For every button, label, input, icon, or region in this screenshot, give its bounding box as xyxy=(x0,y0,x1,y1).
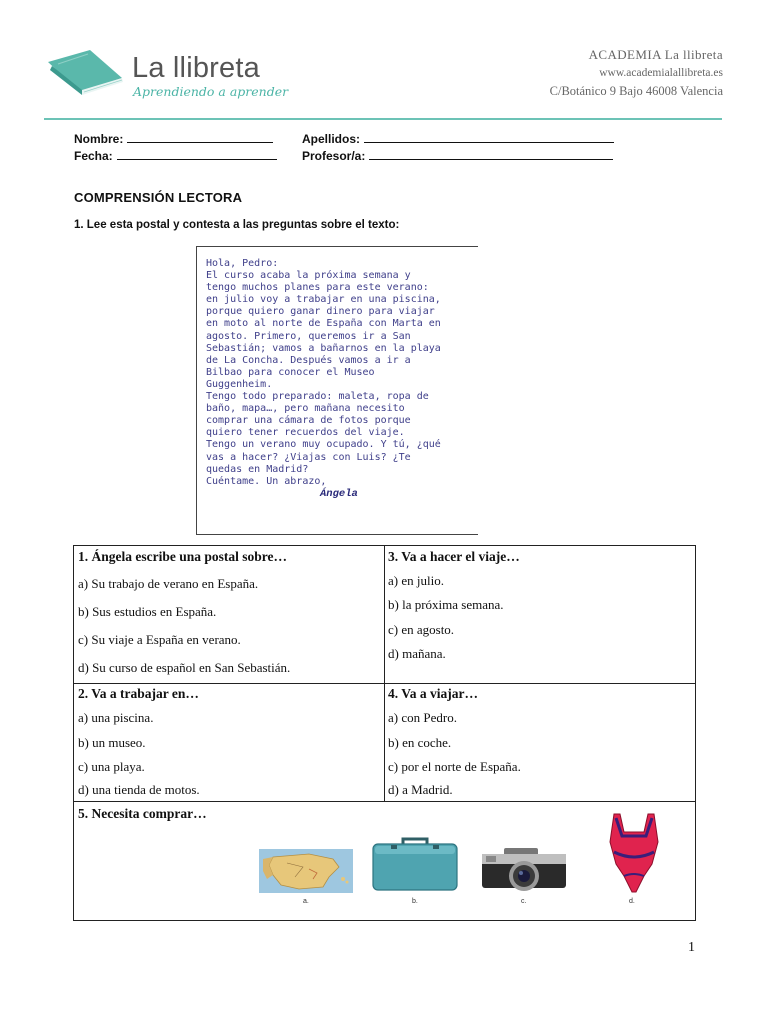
postcard-line: Tengo todo preparado: maleta, ropa de xyxy=(206,391,429,403)
academy-website: www.academialallibreta.es xyxy=(599,67,723,79)
brand-name: La llibreta xyxy=(132,52,260,84)
postcard-text xyxy=(206,258,476,488)
question-2-option-b[interactable]: b) un museo. xyxy=(78,735,146,750)
instruction: 1. Lee esta postal y contesta a las preguntas sobre el texto: xyxy=(74,219,400,231)
question-3-title: 3. Va a hacer el viaje… xyxy=(388,549,520,564)
question-2-option-c[interactable]: c) una playa. xyxy=(78,759,145,774)
question-4-option-c[interactable]: c) por el norte de España. xyxy=(388,759,521,774)
camera-image[interactable] xyxy=(480,846,568,894)
table-row-divider xyxy=(73,683,696,684)
postcard-line: agosto. Primero, queremos ir a San xyxy=(206,330,411,342)
nombre-line[interactable] xyxy=(127,131,273,143)
map-image[interactable] xyxy=(259,849,353,893)
postcard-line: baño, mapa…, pero mañana necesito xyxy=(206,403,405,415)
question-1-option-b[interactable]: b) Sus estudios en España. xyxy=(78,604,217,619)
postcard-line: Bilbao para conocer el Museo xyxy=(206,366,375,378)
academy-address: C/Botánico 9 Bajo 46008 Valencia xyxy=(549,84,723,98)
question-1-option-a[interactable]: a) Su trabajo de verano en España. xyxy=(78,576,259,591)
fecha-field[interactable] xyxy=(74,148,277,163)
question-2-option-d[interactable]: d) una tienda de motos. xyxy=(78,782,200,797)
nombre-field[interactable] xyxy=(74,131,273,146)
question-1-title: 1. Ángela escribe una postal sobre… xyxy=(78,549,288,564)
apellidos-label: Apellidos: xyxy=(302,132,361,146)
image-label-d: d. xyxy=(629,898,635,905)
postcard-line: comprar una cámara de fotos porque xyxy=(206,415,411,427)
profesor-line[interactable] xyxy=(369,148,613,160)
image-label-a: a. xyxy=(303,898,309,905)
question-3-option-d[interactable]: d) mañana. xyxy=(388,646,446,661)
brand-tagline: Aprendiendo a aprender xyxy=(133,84,289,99)
header-divider xyxy=(44,118,722,120)
question-5-title: 5. Necesita comprar… xyxy=(78,806,207,821)
question-4-option-a[interactable]: a) con Pedro. xyxy=(388,710,457,725)
postcard-line: porque quiero ganar dinero para viajar xyxy=(206,306,435,318)
profesor-field[interactable] xyxy=(302,148,613,163)
image-label-c: c. xyxy=(521,898,527,905)
postcard-line: Guggenheim. xyxy=(206,378,273,390)
postcard-line: quedas en Madrid? xyxy=(206,463,309,475)
book-logo-icon xyxy=(44,48,126,98)
fecha-label: Fecha: xyxy=(74,149,113,163)
postcard-line: Sebastián; vamos a bañarnos en la playa xyxy=(206,342,441,354)
postcard-line: El curso acaba la próxima semana y xyxy=(206,270,411,282)
postcard-line: de La Concha. Después vamos a ir a xyxy=(206,354,411,366)
question-4-option-d[interactable]: d) a Madrid. xyxy=(388,782,453,797)
fecha-line[interactable] xyxy=(117,148,277,160)
question-2-title: 2. Va a trabajar en… xyxy=(78,686,199,701)
academy-name: ACADEMIA La llibreta xyxy=(588,47,723,62)
question-2-option-a[interactable]: a) una piscina. xyxy=(78,710,154,725)
table-row-divider xyxy=(73,801,696,802)
section-title: COMPRENSIÓN LECTORA xyxy=(74,190,243,205)
postcard-signature: Ángela xyxy=(320,488,358,500)
question-1-option-c[interactable]: c) Su viaje a España en verano. xyxy=(78,632,241,647)
postcard-line: Tengo un verano muy ocupado. Y tú, ¿qué xyxy=(206,439,441,451)
suitcase-image[interactable] xyxy=(371,836,459,892)
question-4-option-b[interactable]: b) en coche. xyxy=(388,735,452,750)
postcard-line: en moto al norte de España con Marta en xyxy=(206,318,441,330)
question-1-option-d[interactable]: d) Su curso de español en San Sebastián. xyxy=(78,660,291,675)
image-label-b: b. xyxy=(412,898,418,905)
postcard-line: Hola, Pedro: xyxy=(206,258,279,269)
question-3-option-a[interactable]: a) en julio. xyxy=(388,573,444,588)
postcard-line: tengo muchos planes para este verano: xyxy=(206,282,429,294)
swimsuit-image[interactable] xyxy=(606,812,662,894)
question-3-option-b[interactable]: b) la próxima semana. xyxy=(388,597,504,612)
postcard-line: Cuéntame. Un abrazo, xyxy=(206,475,327,487)
page-number: 1 xyxy=(688,940,695,955)
postcard-line: vas a hacer? ¿Viajas con Luis? ¿Te xyxy=(206,451,411,463)
table-column-divider xyxy=(384,545,385,801)
question-4-title: 4. Va a viajar… xyxy=(388,686,479,701)
question-3-option-c[interactable]: c) en agosto. xyxy=(388,622,455,637)
apellidos-field[interactable] xyxy=(302,131,614,146)
postcard-line: en julio voy a trabajar en una piscina, xyxy=(206,294,441,306)
postcard-line: quiero tener recuerdos del viaje. xyxy=(206,427,405,439)
nombre-label: Nombre: xyxy=(74,132,124,146)
profesor-label: Profesor/a: xyxy=(302,149,366,163)
apellidos-line[interactable] xyxy=(364,131,614,143)
